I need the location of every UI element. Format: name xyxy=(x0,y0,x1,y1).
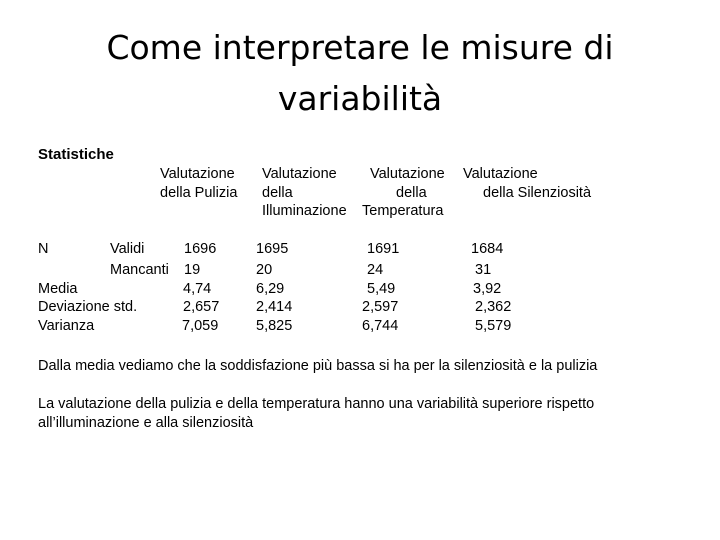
column-header-line: della Silenziosità xyxy=(483,184,592,201)
row-label-n: N xyxy=(38,241,49,257)
table-cell: 19 xyxy=(184,262,201,278)
table-cell: 24 xyxy=(367,262,384,278)
column-header-line: della xyxy=(262,184,293,201)
table-cell: 2,657 xyxy=(183,299,220,315)
table-cell: 7,059 xyxy=(182,318,219,334)
column-header-pulizia xyxy=(160,165,237,202)
column-header-temperatura xyxy=(362,165,445,221)
column-header-line: Valutazione xyxy=(463,166,538,182)
table-cell: 1684 xyxy=(471,241,504,257)
table-cell: 2,362 xyxy=(475,299,512,315)
table-cell: 2,597 xyxy=(362,299,399,315)
table-cell: 5,825 xyxy=(256,318,293,334)
column-header-line: Illuminazione xyxy=(262,203,347,219)
row-label-varianza: Varianza xyxy=(38,318,95,334)
column-header-line: Valutazione xyxy=(262,166,337,182)
conclusion-paragraph-1: Dalla media vediamo che la soddisfazione più bassa si ha per la silenziosità e la pulizia xyxy=(38,358,598,374)
table-cell: 5,579 xyxy=(475,318,512,334)
column-header-line: Temperatura xyxy=(362,203,444,219)
row-label-deviazione: Deviazione std. xyxy=(38,299,138,315)
column-header-line: della Pulizia xyxy=(160,184,238,201)
column-header-line: della xyxy=(396,184,427,201)
row-sublabel-validi: Validi xyxy=(110,241,145,257)
table-cell: 6,744 xyxy=(362,318,399,334)
row-label-media: Media xyxy=(38,281,78,297)
table-cell: 6,29 xyxy=(256,281,285,297)
table-cell: 1695 xyxy=(256,241,289,257)
table-cell: 4,74 xyxy=(183,281,212,297)
statistics-heading: Statistiche xyxy=(38,146,114,163)
table-cell: 3,92 xyxy=(473,281,502,297)
column-header-line: Valutazione xyxy=(160,166,235,182)
slide-title-line-2: variabilità xyxy=(277,79,443,119)
table-cell: 1691 xyxy=(367,241,400,257)
table-cell: 1696 xyxy=(184,241,217,257)
table-cell: 2,414 xyxy=(256,299,293,315)
table-cell: 5,49 xyxy=(367,281,396,297)
table-cell: 20 xyxy=(256,262,273,278)
column-header-illuminazione xyxy=(262,165,347,221)
slide-title xyxy=(0,22,720,124)
table-cell: 31 xyxy=(475,262,492,278)
column-header-silenziosita xyxy=(463,165,591,202)
row-sublabel-mancanti: Mancanti xyxy=(110,262,169,278)
conclusion-paragraph-2: La valutazione della pulizia e della temperatura hanno una variabilità superiore rispetto all’illuminazione e alla silenziosità xyxy=(38,396,595,431)
slide-title-line-1: Come interpretare le misure di xyxy=(106,28,614,67)
column-header-line: Valutazione xyxy=(370,166,445,182)
